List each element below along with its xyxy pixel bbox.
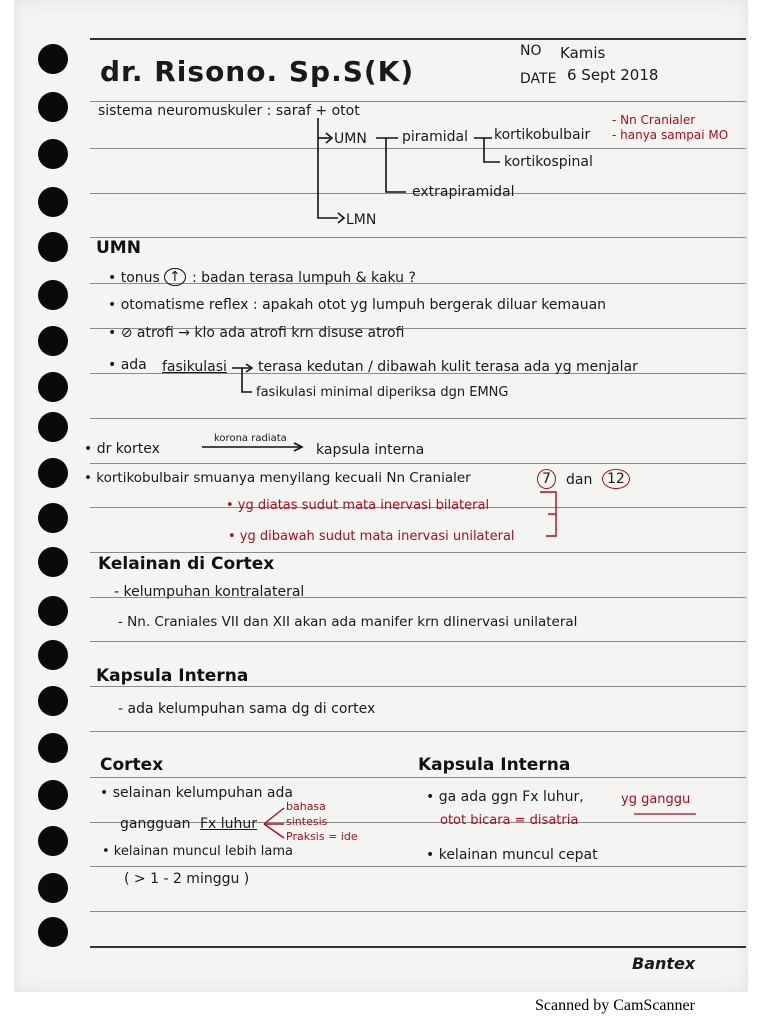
umn-bullet-ada: • ada bbox=[108, 357, 147, 373]
section-heading-kelainan: Kelainan di Cortex bbox=[98, 554, 275, 574]
no-label: NO bbox=[520, 43, 542, 59]
inervasi-bilateral: • yg diatas sudut mata inervasi bilateral bbox=[226, 498, 490, 513]
cortex-path-start: • dr kortex bbox=[84, 441, 160, 457]
umn-fasikulasi-emng: fasikulasi minimal diperiksa dgn EMNG bbox=[256, 385, 509, 400]
kapsula-item-1: • ga ada ggn Fx luhur, bbox=[426, 789, 584, 805]
diagram-note-cranialer: - Nn Cranialer bbox=[612, 113, 696, 127]
diagram-piramidal: piramidal bbox=[402, 129, 468, 145]
diagram-note-mo: - hanya sampai MO bbox=[612, 128, 729, 142]
inervasi-unilateral: • yg dibawah sudut mata inervasi unilateral bbox=[228, 529, 515, 544]
diagram-kortikospinal: kortikospinal bbox=[504, 154, 593, 170]
cortex-item-gangguan: gangguan bbox=[120, 816, 191, 832]
scanner-footer: Scanned by CamScanner bbox=[535, 997, 695, 1014]
date-label: DATE bbox=[520, 71, 557, 87]
nerve-number-7: 7 bbox=[537, 469, 556, 489]
cortex-path-arrow-label: korona radiata bbox=[214, 433, 287, 444]
umn-bullet-otomatisme: • otomatisme reflex : apakah otot yg lumpuh bergerak diluar kemauan bbox=[108, 297, 607, 313]
diagram-lmn: LMN bbox=[346, 212, 377, 228]
kapsula-line-1: - ada kelumpuhan sama dg di cortex bbox=[118, 701, 376, 717]
no-value: Kamis bbox=[560, 44, 606, 62]
umn-tonus-arrow bbox=[164, 268, 186, 286]
date-value: 6 Sept 2018 bbox=[567, 66, 659, 84]
kortikobulbair-line: • kortikobulbair smuanya menyilang kecuali Nn Cranialer bbox=[84, 470, 471, 486]
annotation-sintesis: sintesis bbox=[286, 815, 328, 828]
page-title: dr. Risono. Sp.S(K) bbox=[100, 55, 415, 88]
kapsula-item-cepat: • kelainan muncul cepat bbox=[426, 847, 598, 863]
nerve-number-12: 12 bbox=[602, 469, 630, 489]
kelainan-line-1: - kelumpuhan kontralateral bbox=[114, 584, 305, 600]
diagram-ekstrapiramidal: extrapiramidal bbox=[412, 184, 515, 200]
cortex-item-lama: • kelainan muncul lebih lama bbox=[102, 844, 293, 859]
brand-logo: Bantex bbox=[632, 954, 696, 973]
annotation-bahasa: bahasa bbox=[286, 800, 326, 813]
umn-fasikulasi: fasikulasi bbox=[162, 359, 227, 375]
compare-heading-cortex: Cortex bbox=[100, 755, 164, 775]
compare-heading-kapsula: Kapsula Interna bbox=[418, 755, 571, 775]
umn-bullet-tonus-desc: : badan terasa lumpuh & kaku ? bbox=[192, 270, 416, 286]
cortex-path-end: kapsula interna bbox=[316, 442, 425, 458]
diagram-kortikobulbair: kortikobulbair bbox=[494, 127, 591, 143]
kapsula-item-disatria: otot bicara = disatria bbox=[440, 813, 579, 828]
section-heading-umn: UMN bbox=[96, 238, 141, 258]
annotation-praksis: Praksis = ide bbox=[286, 830, 358, 843]
kapsula-item-ganggu: yg ganggu bbox=[621, 792, 691, 807]
cortex-item-minggu: ( > 1 - 2 minggu ) bbox=[124, 871, 250, 887]
diagram-umn: UMN bbox=[334, 131, 367, 147]
umn-bullet-atrofi: • ⊘ atrofi → klo ada atrofi krn disuse atrofi bbox=[108, 325, 405, 341]
section-heading-kapsula: Kapsula Interna bbox=[96, 666, 249, 686]
umn-fasikulasi-desc: terasa kedutan / dibawah kulit terasa ada yg menjalar bbox=[258, 359, 638, 375]
diagram-root: sistema neuromuskuler : saraf + otot bbox=[98, 103, 360, 119]
cortex-item-1: • selainan kelumpuhan ada bbox=[100, 785, 293, 801]
up-arrow-icon: ↑ bbox=[164, 268, 186, 286]
kelainan-line-2: - Nn. Craniales VII dan XII akan ada manifer krn dIinervasi unilateral bbox=[118, 614, 578, 630]
umn-bullet-tonus: • tonus bbox=[108, 270, 160, 286]
kortikobulbair-dan: dan bbox=[566, 472, 593, 488]
cortex-item-fx-luhur: Fx luhur bbox=[200, 816, 258, 832]
